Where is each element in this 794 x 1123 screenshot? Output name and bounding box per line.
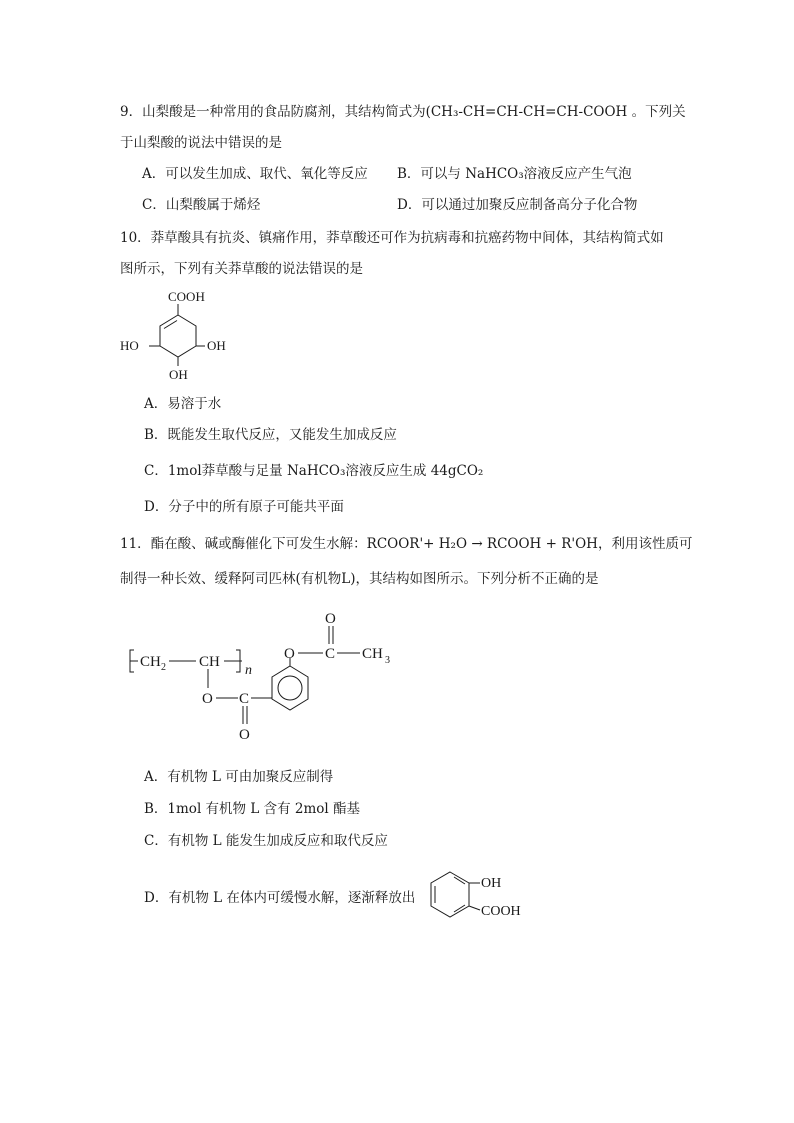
- label-c-ester: C: [239, 691, 250, 707]
- q11-option-b: B．1mol 有机物 L 含有 2mol 酯基: [144, 801, 361, 817]
- ring: [160, 315, 196, 357]
- structure-oh-right: OH: [207, 338, 226, 353]
- shikimic-acid-structure: [112, 284, 242, 384]
- salicylic-acid-structure: [424, 866, 554, 926]
- label-ch2-sub: 2: [161, 662, 166, 673]
- q9-option-a: A．可以发生加成、取代、氧化等反应: [142, 166, 368, 182]
- q9-option-b: B．可以与 NaHCO₃溶液反应产生气泡: [397, 166, 632, 182]
- label-ch3-sub: 3: [385, 655, 390, 666]
- label-ch2: CH: [140, 654, 161, 670]
- label-o-top: O: [325, 611, 336, 627]
- q11-stem-line2: 制得一种长效、缓释阿司匹林(有机物L)，其结构如图所示。下列分析不正确的是: [120, 571, 599, 587]
- structure-ho-left: HO: [120, 338, 139, 353]
- q9-option-d: D．可以通过加聚反应制备高分子化合物: [397, 197, 638, 213]
- salicylic-cooh-label: COOH: [481, 904, 521, 919]
- benzene-ring: [272, 666, 308, 710]
- label-c-top: C: [325, 646, 336, 662]
- q11-option-c: C．有机物 L 能发生加成反应和取代反应: [144, 833, 388, 849]
- q10-option-b: B．既能发生取代反应，又能发生加成反应: [144, 427, 397, 443]
- q11-stem-line1: 11．酯在酸、碱或酶催化下可发生水解：RCOOR'+ H₂O → RCOOH + R'OH，利用该性质可: [120, 536, 693, 552]
- q10-option-a: A．易溶于水: [144, 396, 222, 412]
- ring-double-bond: [164, 321, 177, 329]
- label-o-bottom: O: [239, 727, 250, 743]
- benzene-circle: [278, 676, 302, 700]
- salicylic-ring: [431, 872, 469, 917]
- q9-option-c: C．山梨酸属于烯烃: [142, 197, 261, 213]
- label-ch3: CH: [362, 646, 383, 662]
- q10-option-d: D．分子中的所有原子可能共平面: [144, 499, 344, 515]
- q11-option-d: D．有机物 L 在体内可缓慢水解，逐渐释放出: [144, 890, 416, 906]
- structure-cooh-label: COOH: [168, 289, 205, 304]
- structure-oh-bottom: OH: [169, 367, 188, 382]
- salicylic-oh-label: OH: [481, 876, 502, 891]
- bond-cooh: [469, 906, 480, 910]
- label-o-ester: O: [202, 691, 213, 707]
- label-o-chain: O: [284, 646, 295, 662]
- aspirin-polymer-structure: [124, 606, 414, 746]
- q11-option-a: A．有机物 L 可由加聚反应制得: [144, 769, 334, 785]
- q10-stem-line1: 10．莽草酸具有抗炎、镇痛作用，莽草酸还可作为抗病毒和抗癌药物中间体，其结构简式如: [120, 230, 664, 246]
- q9-stem-line2: 于山梨酸的说法中错误的是: [120, 135, 282, 151]
- q10-option-c: C．1mol莽草酸与足量 NaHCO₃溶液反应生成 44gCO₂: [144, 463, 484, 479]
- q9-stem-line1: 9．山梨酸是一种常用的食品防腐剂，其结构简式为(CH₃-CH=CH-CH=CH-COOH 。下列关: [120, 104, 686, 120]
- q10-stem-line2: 图所示，下列有关莽草酸的说法错误的是: [120, 261, 363, 277]
- label-n: n: [245, 663, 252, 678]
- label-ch: CH: [199, 654, 220, 670]
